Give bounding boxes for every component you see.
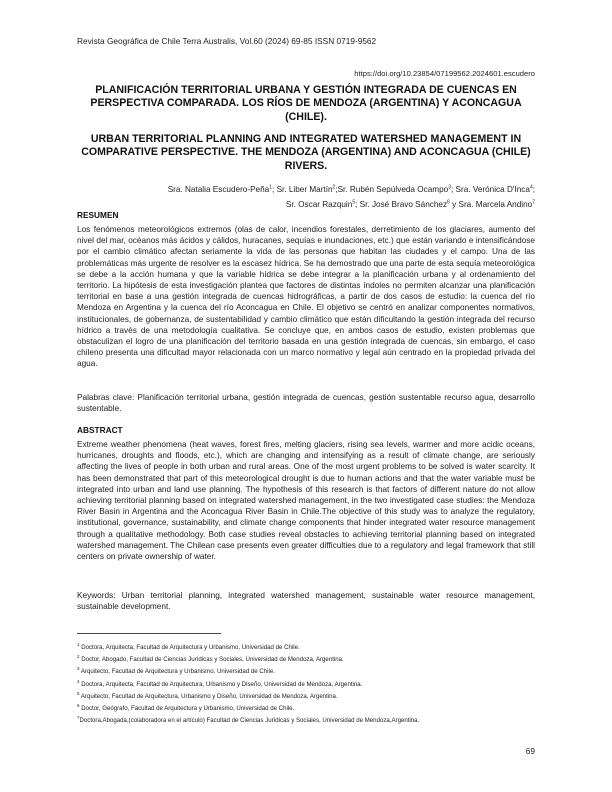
footnote: $^1$ Doctora, Arquitecta, Facultad de Arquitectura y Urbanismo, Universidad de Chile.	[77, 642, 300, 652]
footnote: $^4$ Doctora, Arquitecta, Facultad de Arquitectura, Urbanismo y Diseño, Universidad de Mendoza, Argentina.	[77, 678, 363, 688]
author: Sr. Rubén Sepúlveda Ocampo$^3$;	[337, 184, 456, 194]
footnote-divider	[77, 633, 221, 634]
author: Sra. Natalia Escudero-Peña$^1$;	[167, 184, 277, 194]
doi-link[interactable]: https://doi.org/10.23854/07199562.2024601.escudero	[354, 69, 535, 78]
footnote: $^2$ Doctor, Abogado, Facultad de Ciencias Jurídicas y Sociales, Universidad de Mendoza, Argentina.	[77, 654, 344, 664]
author: Sr. José Bravo Sánchez$^6$ y	[359, 198, 459, 209]
title-spanish: PLANIFICACIÓN TERRITORIAL URBANA Y GESTIÓN INTEGRADA DE CUENCAS EN PERSPECTIVA COMPARADA. LOS RÍOS DE MENDOZA (ARGENTINA) Y ACONCAGUA (CHILE).	[90, 84, 522, 123]
keywords: Keywords: Urban territorial planning, integrated watershed management, sustainable water resource management, sustainable development.	[77, 591, 535, 612]
author-list	[105, 181, 535, 211]
page-number: 69	[525, 746, 535, 756]
resumen-body: Los fenómenos meteorológicos extremos (olas de calor, incendios forestales, derretimiento de los glaciares, aumento del nivel del mar, océanos más ácidos y cálidos, huracanes, sequías e inundaciones, etc.) que están variando e intensificándose por el cambio climático afectan seriamente la vida de las personas que habitan las ciudades y el campo. Una de las problemáticas más urgente de resolver es la escasez hídrica. Se ha demostrado que una parte de esta sequía meteorológica se debe a la acción humana y que la variable hídrica se debe integrar a la planificación urbana y al ordenamiento del territorio. La hipótesis de esta investigación plantea que factores de distintas índoles no permiten alcanzar una planificación territorial en base a una gestión integrada de cuencas hidrográficas, a partir de dos casos de estudio: la cuenca del río Mendoza en Argentina y la cuenca del río Aconcagua en Chile. El objetivo se centró en analizar componentes normativos, institucionales, de gobernanza, de sustentabilidad y cambio climático que están dificultando la gestión integrada del recurso hídrico a través de una metodología cualitativa. Se concluye que, en ambos casos de estudio, existen problemas que obstaculizan el logro de una planificación del territorio basada en una gestión integrada de cuencas, sin embargo, el caso chileno presenta una dificultad mayor relacionada con un marco normativo y legal aún centrado en la propiedad privada del agua.	[77, 225, 535, 369]
abstract-heading: ABSTRACT	[77, 425, 123, 435]
palabras-clave: Palabras clave: Planificación territorial urbana, gestión integrada de cuencas, gestión sustentable recurso agua, desarrollo sustentable.	[77, 393, 535, 414]
footnote: $^6$ Doctor, Geógrafo, Facultad de Arquitectura y Urbanismo, Universidad de Chile.	[77, 703, 295, 713]
footnote: $^7$Doctora,Abogada,(colaboradora en el artículo) Facultad de Ciencias Jurídicas y Sociales, Universidad de Mendoza,Argentina.	[77, 715, 420, 725]
author: Sra. Verónica D'Inca$^4$;	[455, 184, 535, 194]
author: Sr. Liber Martín$^2$;	[276, 184, 338, 194]
footnote: $^3$ Arquitecto, Facultad de Arquitectura y Urbanismo, Universidad de Chile.	[77, 666, 275, 676]
footnotes	[77, 640, 535, 726]
journal-header: Revista Geográfica de Chile Terra Australis, Vol.60 (2024) 69-85 ISSN 0719-9562	[77, 36, 377, 46]
author: Sr. Oscar Razquin$^5$;	[285, 198, 360, 209]
footnote: $^5$ Arquitecto, Facultad de Arquitectura, Urbanismo y Diseño, Universidad de Mendoza, Argentina.	[77, 690, 338, 700]
author: Sra. Marcela Andino$^7$	[458, 198, 535, 209]
title-english: URBAN TERRITORIAL PLANNING AND INTEGRATED WATERSHED MANAGEMENT IN COMPARATIVE PERSPECTIVE. THE MENDOZA (ARGENTINA) AND ACONCAGUA (CHILE) RIVERS.	[81, 133, 531, 172]
resumen-heading: RESUMEN	[77, 210, 119, 220]
abstract-body: Extreme weather phenomena (heat waves, forest fires, melting glaciers, rising sea levels, warmer and more acidic oceans, hurricanes, droughts and floods, etc.), which are changing and intensifying as a result of climate change, are seriously affecting the lives of people in both urban and rural areas. One of the most urgent problems to be solved is water scarcity. It has been demonstrated that part of this meteorological drought is due to human actions and that the water variable must be integrated into urban and land use planning. The hypothesis of this research is that factors of different nature do not allow achieving territorial planning based on integrated watershed management, in the two investigated case studies: the Mendoza River Basin in Argentina and the Aconcagua River Basin in Chile.The objective of this study was to analyze the regulatory, institutional, governance, sustainability, and climate change components that hinder integrated water resource management through a qualitative methodology. Both case studies reveal obstacles to achieving territorial planning based on integrated watershed management. The Chilean case presents even greater difficulties due to a regulatory and legal framework that still centers on private ownership of water.	[77, 440, 535, 562]
